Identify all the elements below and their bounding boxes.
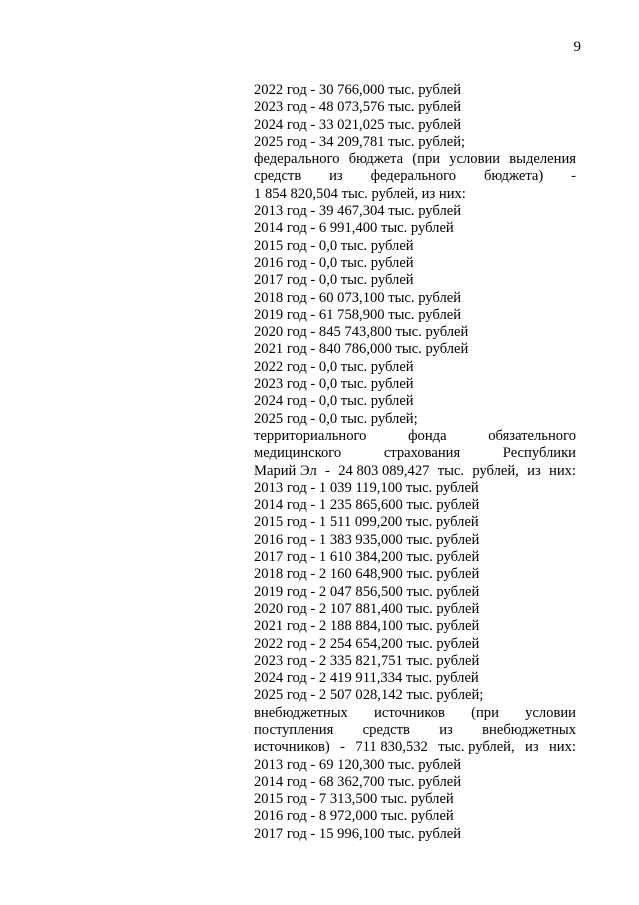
text-line: 2022 год - 30 766,000 тыс. рублей [254, 82, 462, 98]
text-line: 2022 год - 0,0 тыс. рублей [254, 358, 414, 375]
text-line-justified [254, 705, 576, 722]
word: 24 803 089,427 [338, 462, 430, 479]
text-line: 2013 год - 69 120,300 тыс. рублей [254, 756, 462, 773]
word: - [340, 739, 345, 756]
text-line: 2015 год - 0,0 тыс. рублей [254, 237, 414, 254]
text-line: 2014 год - 6 991,400 тыс. рублей [254, 220, 454, 237]
word: тыс. [437, 462, 465, 479]
word: из [525, 739, 539, 756]
word: них: [549, 462, 576, 479]
word: из [329, 168, 343, 185]
text-line: 1 854 820,504 тыс. рублей, из них: [254, 185, 466, 202]
word: - [325, 462, 330, 479]
text-line: 2016 год - 8 972,000 тыс. рублей [254, 808, 454, 825]
word: тыс. рублей, [438, 739, 515, 756]
page-number: 9 [573, 39, 581, 55]
text-line: 2020 год - 845 743,800 тыс. рублей [254, 324, 469, 341]
word: (при [412, 151, 441, 168]
word: средств [362, 721, 410, 738]
text-line: 2015 год - 1 511 099,200 тыс. рублей [254, 514, 479, 531]
text-line: 2014 год - 68 362,700 тыс. рублей [254, 773, 462, 790]
text-line-justified [254, 151, 576, 168]
word: рублей, [472, 462, 519, 479]
text-line: 2024 год - 2 419 911,334 тыс. рублей [254, 670, 479, 687]
text-line: 2021 год - 2 188 884,100 тыс. рублей [254, 618, 480, 635]
word: бюджета [348, 151, 404, 168]
text-line: 2024 год - 0,0 тыс. рублей [254, 393, 414, 410]
text-line-justified [254, 722, 576, 739]
word: из [527, 462, 541, 479]
document-body [254, 82, 576, 843]
word: Республики [502, 445, 576, 462]
text-line: 2025 год - 34 209,781 тыс. рублей; [254, 133, 466, 150]
text-line-justified [254, 445, 576, 462]
text-line: 2019 год - 61 758,900 тыс. рублей [254, 306, 462, 323]
word: Марий Эл [254, 462, 317, 479]
word: условии [525, 704, 576, 721]
text-line: 2020 год - 2 107 881,400 тыс. рублей [254, 600, 480, 617]
word: источников) [254, 739, 330, 756]
word: средств [254, 168, 302, 185]
word: 711 830,532 [355, 739, 428, 756]
word: федерального [370, 168, 457, 185]
text-line: 2013 год - 1 039 119,100 тыс. рублей [254, 479, 479, 496]
word: бюджета) [483, 168, 544, 185]
word: страхования [383, 445, 461, 462]
text-line: 2018 год - 60 073,100 тыс. рублей [254, 289, 462, 306]
text-line: 2022 год - 2 254 654,200 тыс. рублей [254, 635, 480, 652]
text-line: 2017 год - 1 610 384,200 тыс. рублей [254, 549, 480, 566]
word: из [439, 721, 453, 738]
word: них: [548, 739, 576, 756]
text-line: 2016 год - 0,0 тыс. рублей [254, 254, 414, 271]
text-line: 2017 год - 15 996,100 тыс. рублей [254, 825, 462, 842]
word: фонда [408, 427, 447, 444]
word: территориального [254, 427, 367, 444]
text-line: 2017 год - 0,0 тыс. рублей [254, 272, 414, 289]
text-line: 2015 год - 7 313,500 тыс. рублей [254, 791, 454, 808]
text-line: 2023 год - 48 073,576 тыс. рублей [254, 99, 462, 116]
text-line-justified [254, 428, 576, 445]
word: внебюджетных [254, 704, 348, 721]
text-line: 2014 год - 1 235 865,600 тыс. рублей [254, 497, 480, 514]
text-line: 2023 год - 2 335 821,751 тыс. рублей [254, 652, 480, 669]
text-line: 2023 год - 0,0 тыс. рублей [254, 376, 414, 393]
word: внебюджетных [482, 721, 576, 738]
text-line: 2021 год - 840 786,000 тыс. рублей [254, 341, 469, 358]
text-line-justified [254, 168, 576, 185]
word: поступления [254, 721, 334, 738]
text-line: 2024 год - 33 021,025 тыс. рублей [254, 116, 462, 133]
word: условии [449, 151, 501, 168]
text-line: 2018 год - 2 160 648,900 тыс. рублей [254, 566, 480, 583]
word: выделения [509, 151, 576, 168]
text-line: 2013 год - 39 467,304 тыс. рублей [254, 203, 462, 220]
word: обязательного [488, 427, 576, 444]
text-line: 2019 год - 2 047 856,500 тыс. рублей [254, 583, 480, 600]
word: (при [471, 704, 499, 721]
text-line-justified [254, 739, 576, 756]
word: - [571, 168, 576, 185]
word: медицинского [254, 445, 342, 462]
text-line-justified [254, 463, 576, 480]
text-line: 2025 год - 2 507 028,142 тыс. рублей; [254, 687, 484, 704]
text-line: 2025 год - 0,0 тыс. рублей; [254, 410, 418, 427]
text-line: 2016 год - 1 383 935,000 тыс. рублей [254, 531, 480, 548]
word: источников [374, 704, 445, 721]
word: федерального [254, 151, 340, 168]
